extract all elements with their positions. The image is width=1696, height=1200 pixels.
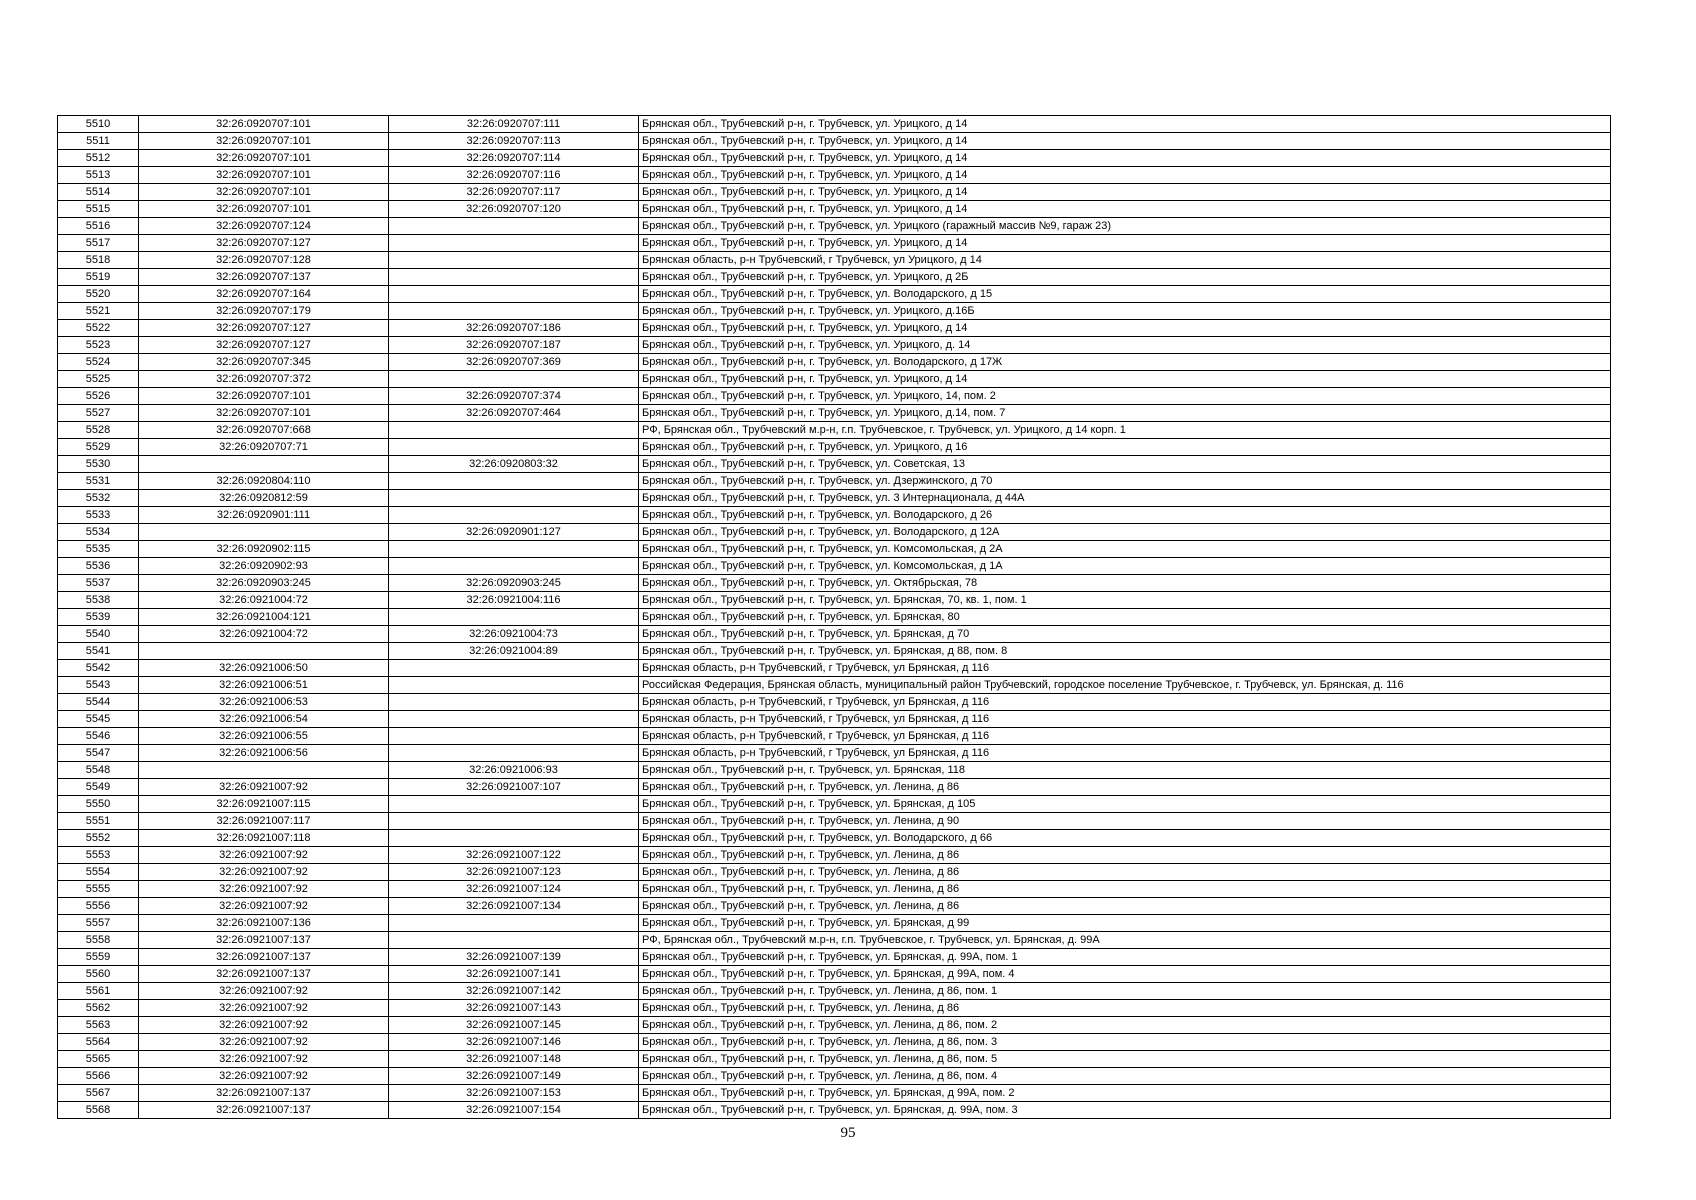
row-number-cell: 5519 (58, 269, 139, 286)
related-cadastral-number-cell (389, 235, 639, 252)
row-number-cell: 5517 (58, 235, 139, 252)
address-cell: Брянская обл., Трубчевский р-н, г. Трубчевск, ул. Урицкого, д 14 (639, 167, 1611, 184)
cadastral-number-cell (139, 762, 389, 779)
cadastral-number-cell (139, 456, 389, 473)
address-cell: Брянская обл., Трубчевский р-н, г. Трубчевск, ул. Володарского, д 17Ж (639, 354, 1611, 371)
address-cell: Брянская обл., Трубчевский р-н, г. Трубчевск, ул. Ленина, д 86, пом. 5 (639, 1051, 1611, 1068)
related-cadastral-number-cell (389, 796, 639, 813)
related-cadastral-number-cell (389, 303, 639, 320)
address-cell: Брянская обл., Трубчевский р-н, г. Трубчевск, ул. Брянская, 118 (639, 762, 1611, 779)
address-cell: Брянская обл., Трубчевский р-н, г. Трубчевск, ул. Дзержинского, д 70 (639, 473, 1611, 490)
row-number-cell: 5535 (58, 541, 139, 558)
row-number-cell: 5564 (58, 1034, 139, 1051)
row-number-cell: 5523 (58, 337, 139, 354)
cadastral-number-cell: 32:26:0921007:137 (139, 1102, 389, 1119)
row-number-cell: 5555 (58, 881, 139, 898)
related-cadastral-number-cell (389, 371, 639, 388)
table-row (58, 898, 1611, 915)
row-number-cell: 5553 (58, 847, 139, 864)
cadastral-number-cell: 32:26:0921007:118 (139, 830, 389, 847)
related-cadastral-number-cell (389, 490, 639, 507)
cadastral-number-cell: 32:26:0921007:92 (139, 983, 389, 1000)
related-cadastral-number-cell: 32:26:0921007:146 (389, 1034, 639, 1051)
cadastral-number-cell: 32:26:0921007:92 (139, 847, 389, 864)
address-cell: Брянская обл., Трубчевский р-н, г. Трубчевск, ул. Урицкого, д 14 (639, 371, 1611, 388)
table-row (58, 813, 1611, 830)
address-cell: Брянская обл., Трубчевский р-н, г. Трубчевск, ул. Ленина, д 86, пом. 4 (639, 1068, 1611, 1085)
related-cadastral-number-cell: 32:26:0921007:153 (389, 1085, 639, 1102)
table-row (58, 354, 1611, 371)
cadastral-number-cell: 32:26:0920707:101 (139, 388, 389, 405)
related-cadastral-number-cell: 32:26:0920803:32 (389, 456, 639, 473)
row-number-cell: 5563 (58, 1017, 139, 1034)
cadastral-number-cell: 32:26:0921007:92 (139, 1000, 389, 1017)
cadastral-number-cell: 32:26:0920707:101 (139, 150, 389, 167)
related-cadastral-number-cell: 32:26:0921007:149 (389, 1068, 639, 1085)
row-number-cell: 5543 (58, 677, 139, 694)
table-row (58, 626, 1611, 643)
cadastral-number-cell: 32:26:0920707:71 (139, 439, 389, 456)
row-number-cell: 5542 (58, 660, 139, 677)
address-cell: Брянская обл., Трубчевский р-н, г. Трубчевск, ул. Ленина, д 90 (639, 813, 1611, 830)
address-cell: Брянская обл., Трубчевский р-н, г. Трубчевск, ул. Урицкого, д 14 (639, 201, 1611, 218)
row-number-cell: 5520 (58, 286, 139, 303)
cadastral-number-cell: 32:26:0921006:55 (139, 728, 389, 745)
address-cell: Брянская обл., Трубчевский р-н, г. Трубчевск, ул. Ленина, д 86 (639, 847, 1611, 864)
row-number-cell: 5516 (58, 218, 139, 235)
row-number-cell: 5552 (58, 830, 139, 847)
address-cell: Брянская обл., Трубчевский р-н, г. Трубчевск, ул. Ленина, д 86, пом. 2 (639, 1017, 1611, 1034)
related-cadastral-number-cell: 32:26:0920707:116 (389, 167, 639, 184)
cadastral-number-cell: 32:26:0920812:59 (139, 490, 389, 507)
cadastral-number-cell: 32:26:0920707:345 (139, 354, 389, 371)
address-cell: Брянская обл., Трубчевский р-н, г. Трубчевск, ул. Ленина, д 86 (639, 881, 1611, 898)
address-cell: Брянская обл., Трубчевский р-н, г. Трубчевск, ул. Брянская, д 70 (639, 626, 1611, 643)
address-cell: Брянская обл., Трубчевский р-н, г. Трубчевск, ул. Брянская, д 99А, пом. 2 (639, 1085, 1611, 1102)
table-row (58, 422, 1611, 439)
related-cadastral-number-cell: 32:26:0921004:89 (389, 643, 639, 660)
row-number-cell: 5536 (58, 558, 139, 575)
row-number-cell: 5562 (58, 1000, 139, 1017)
related-cadastral-number-cell: 32:26:0921007:124 (389, 881, 639, 898)
cadastral-number-cell: 32:26:0921006:50 (139, 660, 389, 677)
table-row (58, 507, 1611, 524)
cadastral-number-cell: 32:26:0920707:164 (139, 286, 389, 303)
cadastral-number-cell: 32:26:0920707:101 (139, 167, 389, 184)
row-number-cell: 5561 (58, 983, 139, 1000)
address-cell: Брянская обл., Трубчевский р-н, г. Трубчевск, ул. Брянская, д. 99А, пом. 1 (639, 949, 1611, 966)
table-row (58, 779, 1611, 796)
address-cell: Брянская обл., Трубчевский р-н, г. Трубчевск, ул. Володарского, д 12А (639, 524, 1611, 541)
table-row (58, 167, 1611, 184)
row-number-cell: 5556 (58, 898, 139, 915)
related-cadastral-number-cell: 32:26:0920707:374 (389, 388, 639, 405)
row-number-cell: 5534 (58, 524, 139, 541)
row-number-cell: 5538 (58, 592, 139, 609)
table-row (58, 235, 1611, 252)
cadastral-number-cell: 32:26:0921006:51 (139, 677, 389, 694)
cadastral-number-cell: 32:26:0921004:121 (139, 609, 389, 626)
row-number-cell: 5529 (58, 439, 139, 456)
table-row (58, 541, 1611, 558)
related-cadastral-number-cell: 32:26:0921004:73 (389, 626, 639, 643)
address-cell: Брянская обл., Трубчевский р-н, г. Трубчевск, ул. Ленина, д 86 (639, 1000, 1611, 1017)
related-cadastral-number-cell: 32:26:0920707:187 (389, 337, 639, 354)
row-number-cell: 5512 (58, 150, 139, 167)
address-cell: Брянская обл., Трубчевский р-н, г. Трубчевск, ул. Урицкого, д 14 (639, 320, 1611, 337)
related-cadastral-number-cell: 32:26:0920707:186 (389, 320, 639, 337)
related-cadastral-number-cell: 32:26:0921007:122 (389, 847, 639, 864)
table-row (58, 847, 1611, 864)
cadastral-number-cell: 32:26:0921007:92 (139, 779, 389, 796)
related-cadastral-number-cell (389, 932, 639, 949)
related-cadastral-number-cell (389, 286, 639, 303)
address-cell: Брянская обл., Трубчевский р-н, г. Трубчевск, ул. Урицкого, д 14 (639, 150, 1611, 167)
table-row (58, 915, 1611, 932)
table-row (58, 643, 1611, 660)
address-cell: Брянская обл., Трубчевский р-н, г. Трубчевск, ул. Урицкого, д 14 (639, 235, 1611, 252)
page-number: 95 (840, 1125, 856, 1141)
cadastral-number-cell: 32:26:0920707:124 (139, 218, 389, 235)
row-number-cell: 5568 (58, 1102, 139, 1119)
cadastral-number-cell: 32:26:0920901:111 (139, 507, 389, 524)
row-number-cell: 5539 (58, 609, 139, 626)
row-number-cell: 5540 (58, 626, 139, 643)
cadastral-number-cell: 32:26:0920707:128 (139, 252, 389, 269)
cadastral-number-cell: 32:26:0920707:137 (139, 269, 389, 286)
table-row (58, 966, 1611, 983)
row-number-cell: 5567 (58, 1085, 139, 1102)
address-cell: Брянская обл., Трубчевский р-н, г. Трубчевск, ул. Урицкого, 14, пом. 2 (639, 388, 1611, 405)
address-cell: Брянская обл., Трубчевский р-н, г. Трубчевск, ул. Брянская, 80 (639, 609, 1611, 626)
row-number-cell: 5558 (58, 932, 139, 949)
row-number-cell: 5557 (58, 915, 139, 932)
row-number-cell: 5514 (58, 184, 139, 201)
cadastral-number-cell: 32:26:0921007:92 (139, 1017, 389, 1034)
related-cadastral-number-cell (389, 218, 639, 235)
related-cadastral-number-cell (389, 711, 639, 728)
address-cell: Брянская обл., Трубчевский р-н, г. Трубчевск, ул. Брянская, 70, кв. 1, пом. 1 (639, 592, 1611, 609)
address-cell: Брянская обл., Трубчевский р-н, г. Трубчевск, ул. Брянская, д 99А, пом. 4 (639, 966, 1611, 983)
related-cadastral-number-cell: 32:26:0921007:107 (389, 779, 639, 796)
related-cadastral-number-cell (389, 915, 639, 932)
table-row (58, 473, 1611, 490)
cadastral-number-cell: 32:26:0921007:92 (139, 898, 389, 915)
table-row (58, 1068, 1611, 1085)
row-number-cell: 5548 (58, 762, 139, 779)
related-cadastral-number-cell: 32:26:0921007:143 (389, 1000, 639, 1017)
related-cadastral-number-cell: 32:26:0921007:148 (389, 1051, 639, 1068)
row-number-cell: 5524 (58, 354, 139, 371)
row-number-cell: 5549 (58, 779, 139, 796)
cadastral-number-cell: 32:26:0921007:92 (139, 1068, 389, 1085)
related-cadastral-number-cell (389, 422, 639, 439)
related-cadastral-number-cell: 32:26:0920707:464 (389, 405, 639, 422)
related-cadastral-number-cell: 32:26:0920707:117 (389, 184, 639, 201)
table-row (58, 864, 1611, 881)
related-cadastral-number-cell: 32:26:0920707:120 (389, 201, 639, 218)
address-cell: Брянская обл., Трубчевский р-н, г. Трубчевск, ул. 3 Интернационала, д 44А (639, 490, 1611, 507)
related-cadastral-number-cell: 32:26:0921007:142 (389, 983, 639, 1000)
row-number-cell: 5527 (58, 405, 139, 422)
address-cell: Брянская обл., Трубчевский р-н, г. Трубчевск, ул. Урицкого, д 2Б (639, 269, 1611, 286)
cadastral-number-cell: 32:26:0921007:136 (139, 915, 389, 932)
cadastral-number-cell: 32:26:0920707:179 (139, 303, 389, 320)
address-cell: Брянская обл., Трубчевский р-н, г. Трубчевск, ул. Володарского, д 26 (639, 507, 1611, 524)
row-number-cell: 5530 (58, 456, 139, 473)
address-cell: Брянская обл., Трубчевский р-н, г. Трубчевск, ул. Ленина, д 86 (639, 864, 1611, 881)
row-number-cell: 5551 (58, 813, 139, 830)
address-cell: Брянская обл., Трубчевский р-н, г. Трубчевск, ул. Ленина, д 86 (639, 898, 1611, 915)
table-row (58, 337, 1611, 354)
address-cell: Брянская область, р-н Трубчевский, г Трубчевск, ул Брянская, д 116 (639, 745, 1611, 762)
table-row (58, 711, 1611, 728)
row-number-cell: 5511 (58, 133, 139, 150)
table-row (58, 1017, 1611, 1034)
row-number-cell: 5518 (58, 252, 139, 269)
row-number-cell: 5522 (58, 320, 139, 337)
row-number-cell: 5550 (58, 796, 139, 813)
related-cadastral-number-cell: 32:26:0921007:134 (389, 898, 639, 915)
cadastral-number-cell: 32:26:0920707:101 (139, 405, 389, 422)
related-cadastral-number-cell (389, 813, 639, 830)
table-row (58, 745, 1611, 762)
cadastral-number-cell: 32:26:0920707:127 (139, 320, 389, 337)
table-row (58, 1102, 1611, 1119)
related-cadastral-number-cell (389, 609, 639, 626)
table-row (58, 592, 1611, 609)
related-cadastral-number-cell (389, 473, 639, 490)
related-cadastral-number-cell: 32:26:0920707:113 (389, 133, 639, 150)
table-row (58, 949, 1611, 966)
cadastral-number-cell: 32:26:0921004:72 (139, 626, 389, 643)
address-cell: Брянская обл., Трубчевский р-н, г. Трубчевск, ул. Урицкого, д.14, пом. 7 (639, 405, 1611, 422)
row-number-cell: 5541 (58, 643, 139, 660)
cadastral-number-cell: 32:26:0921007:92 (139, 1034, 389, 1051)
address-cell: Брянская область, р-н Трубчевский, г Трубчевск, ул Урицкого, д 14 (639, 252, 1611, 269)
table-row (58, 1085, 1611, 1102)
row-number-cell: 5546 (58, 728, 139, 745)
address-cell: Брянская обл., Трубчевский р-н, г. Трубчевск, ул. Брянская, д. 99А, пом. 3 (639, 1102, 1611, 1119)
row-number-cell: 5532 (58, 490, 139, 507)
cadastral-number-cell: 32:26:0921007:115 (139, 796, 389, 813)
row-number-cell: 5513 (58, 167, 139, 184)
table-row (58, 405, 1611, 422)
address-cell: Брянская область, р-н Трубчевский, г Трубчевск, ул Брянская, д 116 (639, 660, 1611, 677)
table-row (58, 150, 1611, 167)
table-row (58, 694, 1611, 711)
table-row (58, 218, 1611, 235)
address-cell: Российская Федерация, Брянская область, муниципальный район Трубчевский, городское поселение Трубчевское, г. Трубчевск, ул. Брянская, д. 116 (639, 677, 1611, 694)
related-cadastral-number-cell (389, 541, 639, 558)
cadastral-number-cell: 32:26:0920804:110 (139, 473, 389, 490)
address-cell: Брянская обл., Трубчевский р-н, г. Трубчевск, ул. Ленина, д 86, пом. 1 (639, 983, 1611, 1000)
cadastral-number-cell: 32:26:0920707:101 (139, 184, 389, 201)
related-cadastral-number-cell (389, 728, 639, 745)
related-cadastral-number-cell: 32:26:0921004:116 (389, 592, 639, 609)
table-row (58, 830, 1611, 847)
cadastral-number-cell: 32:26:0920902:93 (139, 558, 389, 575)
related-cadastral-number-cell: 32:26:0920707:111 (389, 116, 639, 133)
related-cadastral-number-cell: 32:26:0921007:123 (389, 864, 639, 881)
table-row (58, 983, 1611, 1000)
cadastral-number-cell: 32:26:0921007:137 (139, 1085, 389, 1102)
related-cadastral-number-cell (389, 439, 639, 456)
address-cell: Брянская обл., Трубчевский р-н, г. Трубчевск, ул. Советская, 13 (639, 456, 1611, 473)
table-row (58, 371, 1611, 388)
table-row (58, 762, 1611, 779)
row-number-cell: 5565 (58, 1051, 139, 1068)
address-cell: Брянская обл., Трубчевский р-н, г. Трубчевск, ул. Комсомольская, д 1А (639, 558, 1611, 575)
related-cadastral-number-cell (389, 677, 639, 694)
table-row (58, 558, 1611, 575)
table-row (58, 677, 1611, 694)
table-row (58, 796, 1611, 813)
table-row (58, 932, 1611, 949)
row-number-cell: 5537 (58, 575, 139, 592)
table-row (58, 881, 1611, 898)
related-cadastral-number-cell: 32:26:0920901:127 (389, 524, 639, 541)
cadastral-number-cell: 32:26:0920707:127 (139, 235, 389, 252)
table-row (58, 490, 1611, 507)
cadastral-number-cell: 32:26:0921006:54 (139, 711, 389, 728)
table-row (58, 388, 1611, 405)
address-cell: Брянская обл., Трубчевский р-н, г. Трубчевск, ул. Октябрьская, 78 (639, 575, 1611, 592)
related-cadastral-number-cell (389, 252, 639, 269)
related-cadastral-number-cell (389, 507, 639, 524)
table-row (58, 286, 1611, 303)
cadastral-number-cell: 32:26:0920707:101 (139, 133, 389, 150)
row-number-cell: 5554 (58, 864, 139, 881)
related-cadastral-number-cell: 32:26:0921007:139 (389, 949, 639, 966)
cadastral-number-cell: 32:26:0920902:115 (139, 541, 389, 558)
cadastral-number-cell: 32:26:0921007:92 (139, 864, 389, 881)
address-cell: РФ, Брянская обл., Трубчевский м.р-н, г.п. Трубчевское, г. Трубчевск, ул. Брянская, д. 99А (639, 932, 1611, 949)
register-table (57, 115, 1611, 1119)
related-cadastral-number-cell (389, 694, 639, 711)
table-row (58, 524, 1611, 541)
address-cell: Брянская область, р-н Трубчевский, г Трубчевск, ул Брянская, д 116 (639, 694, 1611, 711)
address-cell: Брянская обл., Трубчевский р-н, г. Трубчевск, ул. Урицкого, д 14 (639, 133, 1611, 150)
address-cell: РФ, Брянская обл., Трубчевский м.р-н, г.п. Трубчевское, г. Трубчевск, ул. Урицкого, д 14 корп. 1 (639, 422, 1611, 439)
address-cell: Брянская обл., Трубчевский р-н, г. Трубчевск, ул. Брянская, д 105 (639, 796, 1611, 813)
related-cadastral-number-cell: 32:26:0921007:141 (389, 966, 639, 983)
address-cell: Брянская обл., Трубчевский р-н, г. Трубчевск, ул. Урицкого (гаражный массив №9, гараж 23) (639, 218, 1611, 235)
table-row (58, 728, 1611, 745)
table-row (58, 252, 1611, 269)
address-cell: Брянская обл., Трубчевский р-н, г. Трубчевск, ул. Брянская, д 99 (639, 915, 1611, 932)
cadastral-number-cell (139, 643, 389, 660)
related-cadastral-number-cell (389, 745, 639, 762)
table-row (58, 1000, 1611, 1017)
cadastral-number-cell: 32:26:0921007:92 (139, 881, 389, 898)
row-number-cell: 5559 (58, 949, 139, 966)
table-row (58, 609, 1611, 626)
related-cadastral-number-cell (389, 558, 639, 575)
row-number-cell: 5533 (58, 507, 139, 524)
row-number-cell: 5521 (58, 303, 139, 320)
cadastral-number-cell: 32:26:0921007:137 (139, 932, 389, 949)
row-number-cell: 5560 (58, 966, 139, 983)
cadastral-number-cell (139, 524, 389, 541)
table-body (58, 116, 1611, 1119)
address-cell: Брянская обл., Трубчевский р-н, г. Трубчевск, ул. Урицкого, д 14 (639, 116, 1611, 133)
related-cadastral-number-cell: 32:26:0921007:145 (389, 1017, 639, 1034)
table-row (58, 575, 1611, 592)
cadastral-number-cell: 32:26:0921007:137 (139, 966, 389, 983)
address-cell: Брянская обл., Трубчевский р-н, г. Трубчевск, ул. Володарского, д 15 (639, 286, 1611, 303)
related-cadastral-number-cell: 32:26:0920903:245 (389, 575, 639, 592)
address-cell: Брянская область, р-н Трубчевский, г Трубчевск, ул Брянская, д 116 (639, 728, 1611, 745)
table-row (58, 456, 1611, 473)
related-cadastral-number-cell (389, 269, 639, 286)
cadastral-number-cell: 32:26:0921004:72 (139, 592, 389, 609)
row-number-cell: 5547 (58, 745, 139, 762)
related-cadastral-number-cell: 32:26:0920707:114 (389, 150, 639, 167)
row-number-cell: 5528 (58, 422, 139, 439)
row-number-cell: 5566 (58, 1068, 139, 1085)
table-row (58, 303, 1611, 320)
cadastral-number-cell: 32:26:0921007:117 (139, 813, 389, 830)
address-cell: Брянская обл., Трубчевский р-н, г. Трубчевск, ул. Урицкого, д.16Б (639, 303, 1611, 320)
address-cell: Брянская обл., Трубчевский р-н, г. Трубчевск, ул. Урицкого, д 16 (639, 439, 1611, 456)
address-cell: Брянская обл., Трубчевский р-н, г. Трубчевск, ул. Ленина, д 86 (639, 779, 1611, 796)
related-cadastral-number-cell (389, 830, 639, 847)
cadastral-number-cell: 32:26:0921007:92 (139, 1051, 389, 1068)
row-number-cell: 5526 (58, 388, 139, 405)
address-cell: Брянская обл., Трубчевский р-н, г. Трубчевск, ул. Урицкого, д. 14 (639, 337, 1611, 354)
table-row (58, 201, 1611, 218)
related-cadastral-number-cell: 32:26:0921007:154 (389, 1102, 639, 1119)
table-row (58, 1034, 1611, 1051)
related-cadastral-number-cell: 32:26:0920707:369 (389, 354, 639, 371)
table-row (58, 320, 1611, 337)
row-number-cell: 5531 (58, 473, 139, 490)
row-number-cell: 5545 (58, 711, 139, 728)
cadastral-number-cell: 32:26:0920707:101 (139, 116, 389, 133)
cadastral-number-cell: 32:26:0920707:101 (139, 201, 389, 218)
cadastral-number-cell: 32:26:0921007:137 (139, 949, 389, 966)
cadastral-number-cell: 32:26:0921006:56 (139, 745, 389, 762)
cadastral-number-cell: 32:26:0920707:372 (139, 371, 389, 388)
row-number-cell: 5515 (58, 201, 139, 218)
cadastral-number-cell: 32:26:0921006:53 (139, 694, 389, 711)
related-cadastral-number-cell (389, 660, 639, 677)
address-cell: Брянская обл., Трубчевский р-н, г. Трубчевск, ул. Комсомольская, д 2А (639, 541, 1611, 558)
table-row (58, 184, 1611, 201)
table-row (58, 439, 1611, 456)
table-row (58, 133, 1611, 150)
table-row (58, 1051, 1611, 1068)
row-number-cell: 5544 (58, 694, 139, 711)
address-cell: Брянская обл., Трубчевский р-н, г. Трубчевск, ул. Ленина, д 86, пом. 3 (639, 1034, 1611, 1051)
cadastral-number-cell: 32:26:0920707:127 (139, 337, 389, 354)
row-number-cell: 5525 (58, 371, 139, 388)
row-number-cell: 5510 (58, 116, 139, 133)
table-row (58, 116, 1611, 133)
table-row (58, 269, 1611, 286)
address-cell: Брянская обл., Трубчевский р-н, г. Трубчевск, ул. Володарского, д 66 (639, 830, 1611, 847)
address-cell: Брянская обл., Трубчевский р-н, г. Трубчевск, ул. Брянская, д 88, пом. 8 (639, 643, 1611, 660)
address-cell: Брянская область, р-н Трубчевский, г Трубчевск, ул Брянская, д 116 (639, 711, 1611, 728)
related-cadastral-number-cell: 32:26:0921006:93 (389, 762, 639, 779)
cadastral-number-cell: 32:26:0920903:245 (139, 575, 389, 592)
cadastral-number-cell: 32:26:0920707:668 (139, 422, 389, 439)
table-row (58, 660, 1611, 677)
address-cell: Брянская обл., Трубчевский р-н, г. Трубчевск, ул. Урицкого, д 14 (639, 184, 1611, 201)
